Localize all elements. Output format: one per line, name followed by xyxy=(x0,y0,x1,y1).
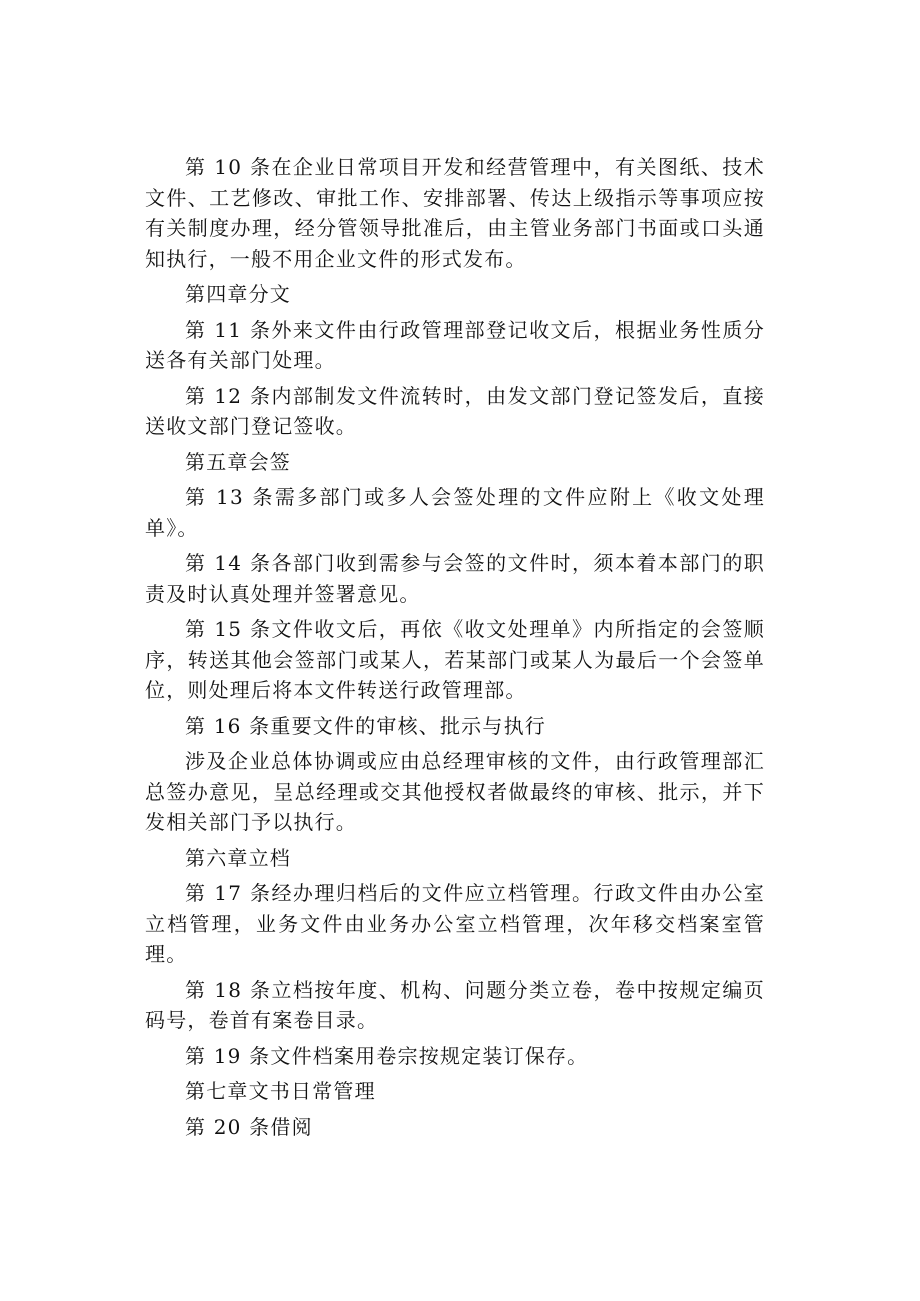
chapter-6-heading: 第六章立档 xyxy=(185,845,291,870)
document-page xyxy=(145,152,765,1147)
article-17: 第 17 条经办理归档后的文件应立档管理。行政文件由办公室立档管理，业务文件由业务办公室立档管理，次年移交档案室管理。 xyxy=(145,881,765,966)
article-12: 第 12 条内部制发文件流转时，由发文部门登记签发后，直接送收文部门登记签收。 xyxy=(145,383,765,438)
article-18: 第 18 条立档按年度、机构、问题分类立卷，卷中按规定编页码号，卷首有案卷目录。 xyxy=(145,977,765,1032)
article-19: 第 19 条文件档案用卷宗按规定装订保存。 xyxy=(185,1043,589,1068)
chapter-7-heading: 第七章文书日常管理 xyxy=(185,1079,376,1103)
article-13: 第 13 条需多部门或多人会签处理的文件应附上《收文处理单》。 xyxy=(145,485,765,540)
chapter-4-heading: 第四章分文 xyxy=(185,282,291,306)
article-10: 第 10 条在企业日常项目开发和经营管理中，有关图纸、技术文件、工艺修改、审批工作、安排部署、传达上级指示等事项应按有关制度办理，经分管领导批准后，由主管业务部门书面或口头通知执行，一般不用企业文件的形式发布。 xyxy=(145,155,765,271)
article-14: 第 14 条各部门收到需参与会签的文件时，须本着本部门的职责及时认真处理并签署意见。 xyxy=(145,551,765,606)
article-20: 第 20 条借阅 xyxy=(185,1114,313,1139)
article-16-body: 涉及企业总体协调或应由总经理审核的文件，由行政管理部汇总签办意见，呈总经理或交其他授权者做最终的审核、批示，并下发相关部门予以执行。 xyxy=(145,749,765,834)
article-16: 第 16 条重要文件的审核、批示与执行 xyxy=(185,713,546,738)
chapter-5-heading: 第五章会签 xyxy=(185,449,291,474)
article-11: 第 11 条外来文件由行政管理部登记收文后，根据业务性质分送各有关部门处理。 xyxy=(145,317,765,372)
article-15: 第 15 条文件收文后，再依《收文处理单》内所指定的会签顺序，转送其他会签部门或某人，若某部门或某人为最后一个会签单位，则处理后将本文件转送行政管理部。 xyxy=(145,617,765,702)
